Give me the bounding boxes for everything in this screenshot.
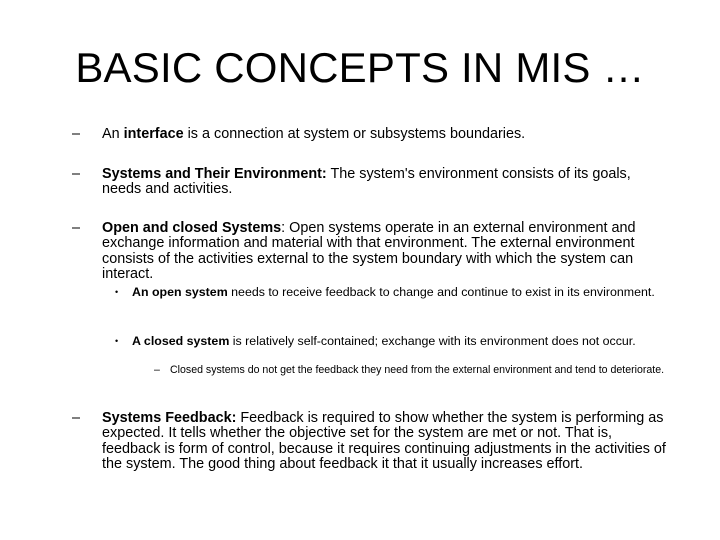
subbullet-closed-system [114, 335, 674, 349]
bullet-systems-feedback [72, 411, 672, 473]
dash-marker: – [72, 166, 81, 182]
dash-marker: – [154, 364, 160, 376]
dash-marker: – [72, 126, 81, 142]
bullet-bold-term: interface [123, 126, 184, 142]
bullet-text-rest: is a connection at system or subsystems boundaries. [183, 126, 526, 142]
bullet-text [132, 286, 674, 300]
bullet-bold-term: Systems and Their Environment: [102, 166, 327, 182]
bullet-text-rest: The system's environment consists of its goals, needs and activities. [102, 166, 631, 198]
dash-marker: – [72, 220, 81, 236]
bullet-text: Closed systems do not get the feedback they need from the external environment and tend to deteriorate. [170, 364, 665, 376]
subsubbullet-closed-deteriorate [154, 365, 674, 377]
bullet-text-rest: needs to receive feedback to change and continue to exist in its environment. [227, 285, 655, 299]
bullet-text-rest: : Open systems operate in an external environment and exchange information and material with that environment. The external environment consists of the activities external to the system boundary with which the system can interact. [102, 220, 636, 283]
dash-marker: – [72, 410, 81, 426]
bullet-systems-environment [72, 167, 672, 198]
bullet-dot-marker: • [115, 287, 119, 297]
bullet-text [132, 335, 674, 349]
bullet-dot-marker: • [115, 336, 119, 346]
bullet-bold-term: Open and closed Systems [102, 220, 282, 236]
bullet-text-rest: is relatively self-contained; exchange with its environment does not occur. [229, 334, 636, 348]
bullet-open-closed-systems [72, 221, 672, 283]
bullet-bold-term: A closed system [132, 334, 230, 348]
bullet-text [102, 127, 672, 142]
bullet-text [102, 411, 672, 473]
bullet-text-pre: An [102, 126, 124, 142]
bullet-bold-term: An open system [132, 285, 228, 299]
bullet-bold-term: Systems Feedback: [102, 410, 237, 426]
subbullet-open-system [114, 286, 674, 300]
bullet-text-rest: Feedback is required to show whether the system is performing as expected. It tells whether the objective set for the system are met or not. That is, feedback is form of control, because it requires continuing adjustments in the activities of the system. The good thing about feedback it that it usually increases effort. [102, 410, 666, 473]
bullet-interface [72, 127, 672, 142]
bullet-text [102, 167, 672, 198]
slide-title: BASIC CONCEPTS IN MIS … [75, 44, 645, 91]
bullet-text [102, 221, 672, 283]
